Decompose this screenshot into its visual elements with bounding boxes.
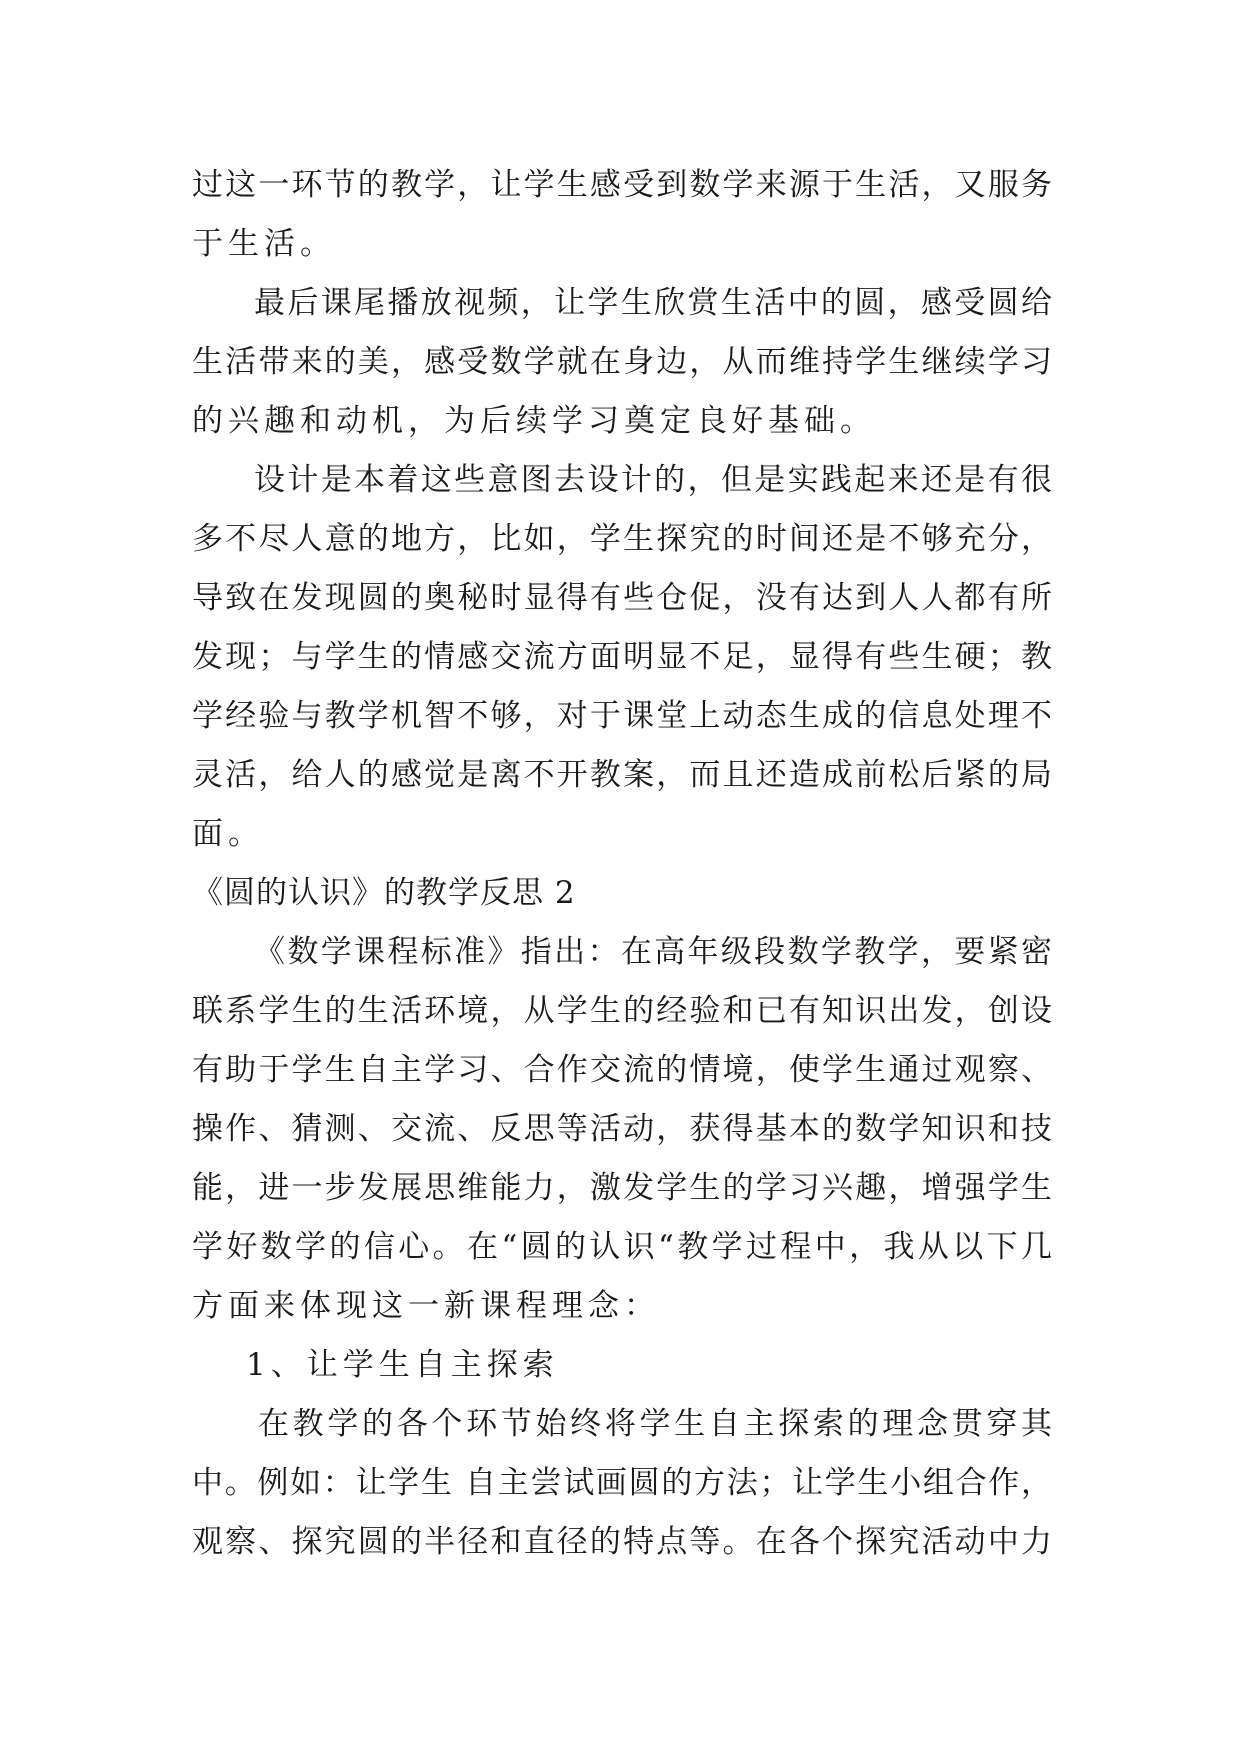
text-line: 操作、猜测、交流、反思等活动，获得基本的数学知识和技 — [192, 1111, 1052, 1147]
text-line: 于生活。 — [192, 226, 336, 262]
document-body — [192, 156, 1052, 1572]
text-line: 联系学生的生活环境，从学生的经验和已有知识出发，创设 — [192, 993, 1052, 1029]
text-line: 生活带来的美，感受数学就在身边，从而维持学生继续学习 — [192, 344, 1052, 380]
text-line: 能，进一步发展思维能力，激发学生的学习兴趣，增强学生 — [192, 1170, 1052, 1206]
text-line: 中。例如：让学生 自主尝试画圆的方法；让学生小组合作， — [192, 1465, 1052, 1501]
text-line: 灵活，给人的感觉是离不开教案，而且还造成前松后紧的局 — [192, 757, 1052, 793]
text-line: 观察、探究圆的半径和直径的特点等。在各个探究活动中力 — [192, 1524, 1052, 1560]
text-line: 有助于学生自主学习、合作交流的情境，使学生通过观察、 — [192, 1052, 1052, 1088]
text-line: 面。 — [192, 816, 264, 852]
text-line: 多不尽人意的地方，比如，学生探究的时间还是不够充分， — [192, 521, 1052, 557]
text-line: 的兴趣和动机，为后续学习奠定良好基础。 — [192, 403, 876, 439]
text-line: 学好数学的信心。在“圆的认识“教学过程中，我从以下几 — [192, 1229, 1052, 1265]
text-line: 设计是本着这些意图去设计的，但是实践起来还是有很 — [254, 462, 1052, 498]
text-line: 发现；与学生的情感交流方面明显不足，显得有些生硬；教 — [192, 639, 1052, 675]
text-line: 导致在发现圆的奥秘时显得有些仓促，没有达到人人都有所 — [192, 580, 1052, 616]
text-line: 在教学的各个环节始终将学生自主探索的理念贯穿其 — [258, 1406, 1052, 1442]
text-line: 过这一环节的教学，让学生感受到数学来源于生活，又服务 — [192, 167, 1052, 203]
section-heading: 《圆的认识》的教学反思 2 — [192, 875, 576, 911]
text-line: 学经验与教学机智不够，对于课堂上动态生成的信息处理不 — [192, 698, 1052, 734]
text-line: 《数学课程标准》指出：在高年级段数学教学，要紧密 — [254, 934, 1052, 970]
text-line: 最后课尾播放视频，让学生欣赏生活中的圆，感受圆给 — [254, 285, 1052, 321]
subheading: 1、让学生自主探索 — [246, 1347, 559, 1383]
text-line: 方面来体现这一新课程理念： — [192, 1288, 660, 1324]
